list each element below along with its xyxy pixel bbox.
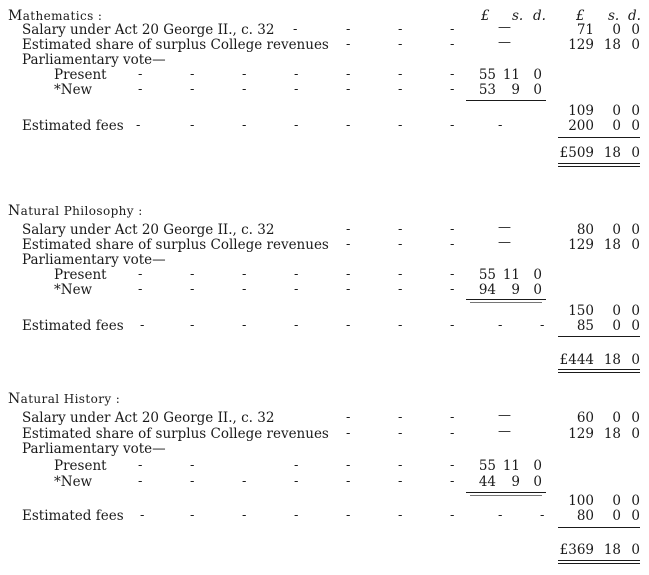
fees-pence: 0	[631, 508, 640, 524]
total-shillings: 18	[603, 352, 621, 368]
fees-pounds: 200	[568, 118, 594, 134]
vote-total-shillings: 0	[612, 493, 621, 509]
vote-total-pence: 0	[631, 103, 640, 119]
present-pence: 0	[533, 458, 542, 474]
present-label: Present	[54, 67, 107, 83]
new-pounds: 53	[478, 82, 496, 98]
header-pounds-b: £	[576, 8, 585, 24]
vote-total-pounds: 109	[568, 103, 594, 119]
present-shillings: 11	[502, 458, 520, 474]
fees-pence: 0	[631, 118, 640, 134]
section-title: Mathematics :	[8, 8, 103, 24]
total-rule	[558, 527, 640, 528]
grand-total-rule	[558, 369, 640, 373]
total-rule	[558, 137, 640, 138]
vote-label: Parliamentary vote—	[22, 252, 166, 268]
salary-shillings: 0	[612, 222, 621, 238]
vote-label: Parliamentary vote—	[22, 52, 166, 68]
total-pence: 0	[631, 352, 640, 368]
surplus-label: Estimated share of surplus College revenues	[22, 37, 329, 53]
grand-total-rule	[558, 163, 640, 167]
present-pounds: 55	[478, 67, 496, 83]
surplus-pounds: 129	[568, 37, 594, 53]
header-shillings-a: s.	[512, 8, 524, 24]
header-pence-a: d.	[533, 8, 546, 24]
present-pence: 0	[533, 67, 542, 83]
salary-pence: 0	[631, 222, 640, 238]
total-rule	[558, 336, 640, 337]
present-shillings: 11	[502, 67, 520, 83]
new-label: *New	[54, 474, 93, 490]
present-shillings: 11	[502, 267, 520, 283]
salary-label: Salary under Act 20 George II., c. 32	[22, 22, 275, 38]
header-pounds-a: £	[481, 8, 490, 24]
present-pounds: 55	[478, 458, 496, 474]
salary-pounds: 71	[576, 22, 594, 38]
vote-total-pence: 0	[631, 493, 640, 509]
new-label: *New	[54, 82, 93, 98]
header-pence-b: d.	[628, 8, 641, 24]
vote-total-pounds: 100	[568, 493, 594, 509]
surplus-pence: 0	[631, 426, 640, 442]
new-shillings: 9	[511, 474, 520, 490]
total-shillings: 18	[603, 542, 621, 558]
surplus-shillings: 18	[603, 426, 621, 442]
total-pence: 0	[631, 542, 640, 558]
surplus-pence: 0	[631, 237, 640, 253]
salary-shillings: 0	[612, 410, 621, 426]
new-label: *New	[54, 282, 93, 298]
vote-total-pence: 0	[631, 303, 640, 319]
total-pence: 0	[631, 145, 640, 161]
total-shillings: 18	[603, 145, 621, 161]
surplus-label: Estimated share of surplus College revenues	[22, 237, 329, 253]
new-shillings: 9	[511, 82, 520, 98]
surplus-label: Estimated share of surplus College revenues	[22, 426, 329, 442]
total-pounds: £509	[559, 145, 594, 161]
present-pence: 0	[533, 267, 542, 283]
fees-shillings: 0	[612, 508, 621, 524]
fees-pounds: 85	[576, 318, 594, 334]
present-label: Present	[54, 267, 107, 283]
vote-label: Parliamentary vote—	[22, 441, 166, 457]
surplus-shillings: 18	[603, 37, 621, 53]
subtotal-rule	[466, 492, 546, 493]
subtotal-rule	[466, 299, 546, 300]
new-shillings: 9	[511, 282, 520, 298]
total-pounds: £444	[559, 352, 594, 368]
surplus-shillings: 18	[603, 237, 621, 253]
total-pounds: £369	[559, 542, 594, 558]
fees-label: Estimated fees	[22, 508, 124, 524]
fees-pounds: 80	[576, 508, 594, 524]
header-shillings-b: s.	[608, 8, 620, 24]
vote-total-shillings: 0	[612, 303, 621, 319]
vote-total-pounds: 150	[568, 303, 594, 319]
section-title: Natural History :	[8, 391, 121, 407]
new-pence: 0	[533, 474, 542, 490]
section-title: Natural Philosophy :	[8, 203, 143, 219]
fees-shillings: 0	[612, 118, 621, 134]
salary-label: Salary under Act 20 George II., c. 32	[22, 410, 275, 426]
salary-pence: 0	[631, 410, 640, 426]
salary-label: Salary under Act 20 George II., c. 32	[22, 222, 275, 238]
fees-pence: 0	[631, 318, 640, 334]
subtotal-rule	[466, 100, 546, 101]
fees-shillings: 0	[612, 318, 621, 334]
grand-total-rule	[558, 560, 640, 564]
salary-pounds: 80	[576, 222, 594, 238]
surplus-pence: 0	[631, 37, 640, 53]
new-pence: 0	[533, 282, 542, 298]
new-pounds: 44	[478, 474, 496, 490]
vote-total-shillings: 0	[612, 103, 621, 119]
fees-label: Estimated fees	[22, 118, 124, 134]
fees-label: Estimated fees	[22, 318, 124, 334]
present-pounds: 55	[478, 267, 496, 283]
new-pence: 0	[533, 82, 542, 98]
salary-pence: 0	[631, 22, 640, 38]
salary-pounds: 60	[576, 410, 594, 426]
new-pounds: 94	[478, 282, 496, 298]
salary-shillings: 0	[612, 22, 621, 38]
surplus-pounds: 129	[568, 237, 594, 253]
surplus-pounds: 129	[568, 426, 594, 442]
present-label: Present	[54, 458, 107, 474]
